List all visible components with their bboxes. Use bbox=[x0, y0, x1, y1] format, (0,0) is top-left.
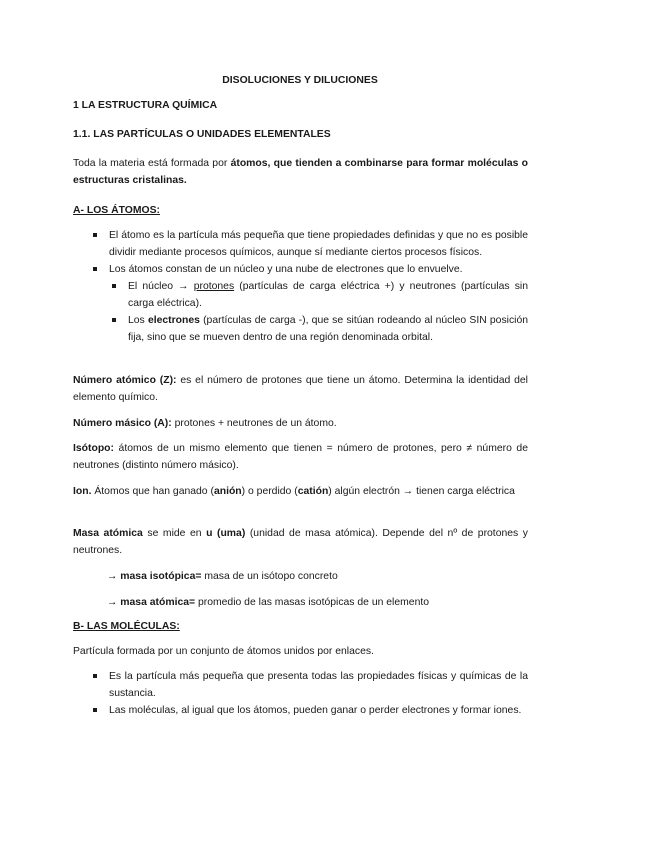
mass-number-paragraph bbox=[73, 415, 528, 432]
molecules-heading: B- LAS MOLÉCULAS: bbox=[73, 621, 180, 632]
atomic-number-text: es el número de protones que tiene un átomo. Determina la identidad del elemento químico. bbox=[73, 375, 528, 403]
protons-link-text: protones bbox=[193, 281, 235, 292]
electrons-text-rest: (partículas de carga -), que se sitúan rodeando al núcleo SIN posición fija, sino que se mueven dentro de una región denominada orbital. bbox=[128, 315, 529, 343]
arrow-icon: → bbox=[107, 571, 121, 582]
ion-text-2: ) o perdido ( bbox=[241, 486, 298, 497]
nucleus-text: El núcleo → bbox=[128, 281, 194, 292]
intro-text: Toda la materia está formada por bbox=[73, 158, 231, 169]
atoms-sublist bbox=[109, 278, 528, 346]
molecules-item-2-text: Las moléculas, al igual que los átomos, pueden ganar o perder electrones y formar iones. bbox=[109, 705, 522, 716]
electrons-bold-text: electrones bbox=[147, 315, 200, 326]
atomic-mass-def-line bbox=[107, 594, 527, 611]
atomic-mass-text-1: se mide en bbox=[142, 528, 207, 539]
isotopic-mass-text: masa de un isótopo concreto bbox=[201, 571, 338, 582]
atomic-number-paragraph bbox=[73, 372, 528, 406]
cation-term: catión bbox=[297, 486, 329, 497]
atoms-list bbox=[93, 227, 528, 346]
atoms-item-1-text: El átomo es la partícula más pequeña que tiene propiedades definidas y que no es posible dividir mediante procesos químicos, aunque sí mediante ciertos procesos físicos. bbox=[109, 230, 528, 258]
list-item bbox=[93, 227, 528, 261]
molecules-item-1-text: Es la partícula más pequeña que presenta todas las propiedades físicas y químicas de la sustancia. bbox=[109, 671, 528, 699]
atomic-mass-text-2: (unidad de masa atómica). Depende del nº de protones y neutrones. bbox=[73, 528, 528, 556]
document-title: DISOLUCIONES Y DILUCIONES bbox=[222, 75, 378, 86]
list-item bbox=[109, 312, 528, 346]
atoms-heading: A- LOS ÁTOMOS: bbox=[73, 205, 160, 216]
list-item bbox=[93, 261, 528, 346]
ion-term: Ion. bbox=[73, 486, 92, 497]
electrons-text: Los bbox=[128, 315, 148, 326]
molecules-list bbox=[93, 668, 528, 719]
section-heading-1: 1 LA ESTRUCTURA QUÍMICA bbox=[73, 100, 218, 111]
anion-term: anión bbox=[213, 486, 242, 497]
mass-number-text: protones + neutrones de un átomo. bbox=[171, 418, 337, 429]
atoms-item-2-text: Los átomos constan de un núcleo y una nube de electrones que lo envuelve. bbox=[109, 264, 463, 275]
section-heading-1-1: 1.1. LAS PARTÍCULAS O UNIDADES ELEMENTALES bbox=[73, 129, 331, 140]
list-item bbox=[109, 278, 528, 312]
intro-bold-text: átomos, que tienden a combinarse para formar moléculas o estructuras cristalinas. bbox=[73, 158, 528, 186]
ion-paragraph bbox=[73, 483, 528, 500]
mass-number-term: Número másico (A): bbox=[73, 418, 172, 429]
ion-text-3: ) algún electrón → tienen carga eléctrica bbox=[328, 486, 515, 497]
atomic-mass-term: Masa atómica bbox=[73, 528, 143, 539]
intro-paragraph bbox=[73, 155, 528, 189]
atomic-mass-def-term: masa atómica= bbox=[120, 597, 196, 608]
atomic-mass-paragraph bbox=[73, 525, 528, 559]
isotope-text: átomos de un mismo elemento que tienen = número de protones, pero ≠ número de neutrones (distinto número másico). bbox=[73, 443, 528, 471]
arrow-icon: → bbox=[107, 597, 121, 608]
list-item bbox=[93, 702, 528, 719]
ion-text-1: Átomos que han ganado ( bbox=[91, 486, 214, 497]
atomic-mass-def-text: promedio de las masas isotópicas de un elemento bbox=[195, 597, 430, 608]
isotopic-mass-term: masa isotópica= bbox=[120, 571, 202, 582]
nucleus-text-rest: (partículas de carga eléctrica +) y neutrones (partículas sin carga eléctrica). bbox=[128, 281, 528, 309]
atomic-number-term: Número atómico (Z): bbox=[73, 375, 177, 386]
atomic-mass-unit: u (uma) bbox=[206, 528, 246, 539]
molecules-intro: Partícula formada por un conjunto de átomos unidos por enlaces. bbox=[73, 646, 374, 657]
list-item bbox=[93, 668, 528, 702]
isotope-term: Isótopo: bbox=[73, 443, 114, 454]
isotope-paragraph bbox=[73, 440, 528, 474]
isotopic-mass-line bbox=[107, 568, 527, 585]
